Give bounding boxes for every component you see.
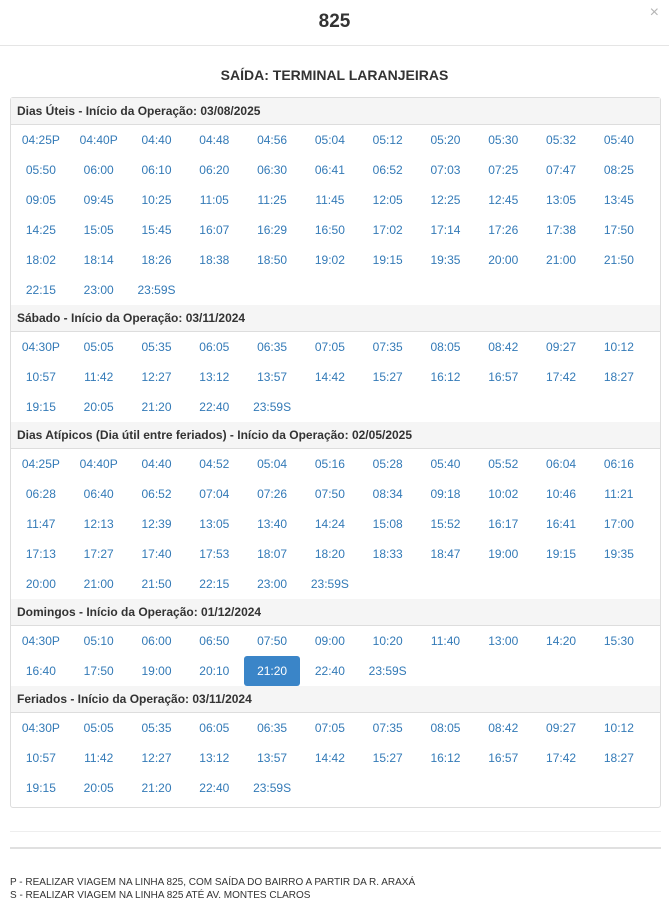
time-link[interactable]: 05:30: [488, 133, 519, 147]
times-grid: [11, 713, 660, 803]
time-link[interactable]: 19:15: [25, 400, 56, 414]
time-link[interactable]: 15:05: [83, 223, 114, 237]
time-link[interactable]: 16:29: [257, 223, 288, 237]
time-link[interactable]: 11:45: [315, 193, 345, 207]
time-link[interactable]: 12:45: [488, 193, 519, 207]
time-link[interactable]: 06:05: [199, 721, 230, 735]
time-link[interactable]: 18:26: [141, 253, 172, 267]
time-link[interactable]: 13:05: [199, 517, 230, 531]
time-link[interactable]: 16:57: [488, 751, 519, 765]
time-link[interactable]: 04:40P: [79, 133, 118, 147]
time-link[interactable]: 07:03: [430, 163, 461, 177]
time-link[interactable]: 15:45: [141, 223, 172, 237]
time-link[interactable]: 20:05: [83, 400, 114, 414]
time-link[interactable]: 06:52: [372, 163, 403, 177]
time-link[interactable]: 05:40: [603, 133, 634, 147]
time-link[interactable]: 13:57: [257, 370, 288, 384]
time-link[interactable]: 04:25P: [21, 133, 60, 147]
time-link[interactable]: 08:05: [430, 721, 461, 735]
legend-note-s: S - REALIZAR VIAGEM NA LINHA 825 ATÉ AV. MONTES CLAROS: [10, 890, 311, 901]
time-link[interactable]: 07:35: [372, 721, 403, 735]
time-link[interactable]: 04:30P: [21, 340, 60, 354]
time-link[interactable]: 05:04: [314, 133, 345, 147]
time-link[interactable]: 15:27: [372, 751, 403, 765]
legend-note-p: P - REALIZAR VIAGEM NA LINHA 825, COM SAÍDA DO BAIRRO A PARTIR DA R. ARAXÁ: [10, 877, 416, 888]
time-link[interactable]: 17:42: [546, 370, 577, 384]
time-link[interactable]: 17:02: [372, 223, 403, 237]
time-link[interactable]: 14:42: [314, 751, 345, 765]
time-link[interactable]: 10:25: [141, 193, 172, 207]
time-link[interactable]: 09:45: [83, 193, 114, 207]
time-link-selected[interactable]: 21:20: [244, 656, 300, 686]
time-link[interactable]: 07:47: [546, 163, 577, 177]
time-link[interactable]: 04:30P: [21, 634, 60, 648]
time-link[interactable]: 17:50: [83, 664, 114, 678]
time-link[interactable]: 09:18: [430, 487, 461, 501]
time-link[interactable]: 06:50: [199, 634, 230, 648]
time-link[interactable]: 12:05: [372, 193, 403, 207]
time-link[interactable]: 04:40: [141, 133, 172, 147]
time-link[interactable]: 09:00: [314, 634, 345, 648]
time-link[interactable]: 16:50: [314, 223, 345, 237]
time-link[interactable]: 23:00: [257, 577, 288, 591]
time-link[interactable]: 18:27: [603, 370, 634, 384]
time-link[interactable]: 05:20: [430, 133, 461, 147]
time-link[interactable]: 06:00: [141, 634, 172, 648]
time-link[interactable]: 15:08: [372, 517, 403, 531]
time-link[interactable]: 23:59S: [310, 577, 349, 591]
time-link[interactable]: 14:42: [314, 370, 345, 384]
time-link[interactable]: 06:41: [314, 163, 345, 177]
time-link[interactable]: 04:30P: [21, 721, 60, 735]
time-link[interactable]: 13:00: [488, 634, 519, 648]
time-link[interactable]: 19:35: [603, 547, 634, 561]
time-link[interactable]: 11:47: [26, 517, 56, 531]
time-link[interactable]: 16:17: [488, 517, 519, 531]
time-link[interactable]: 11:21: [604, 487, 634, 501]
time-link[interactable]: 05:40: [430, 457, 461, 471]
time-link[interactable]: 21:50: [141, 577, 172, 591]
time-link[interactable]: 04:40P: [79, 457, 118, 471]
time-link[interactable]: 07:05: [314, 340, 345, 354]
time-link[interactable]: 05:16: [314, 457, 345, 471]
time-link[interactable]: 17:38: [546, 223, 577, 237]
time-link[interactable]: 14:20: [546, 634, 577, 648]
time-link[interactable]: 07:25: [488, 163, 519, 177]
group-header: Domingos - Início da Operação: 01/12/2024: [11, 599, 660, 626]
time-link[interactable]: 09:27: [546, 340, 577, 354]
time-link[interactable]: 10:46: [546, 487, 577, 501]
time-link[interactable]: 14:24: [314, 517, 345, 531]
time-link[interactable]: 09:05: [25, 193, 56, 207]
time-link[interactable]: 05:35: [141, 340, 172, 354]
time-link[interactable]: 17:26: [488, 223, 519, 237]
time-link[interactable]: 08:05: [430, 340, 461, 354]
time-link[interactable]: 12:39: [141, 517, 172, 531]
time-link[interactable]: 13:40: [257, 517, 288, 531]
time-link[interactable]: 12:27: [141, 751, 172, 765]
time-link[interactable]: 17:42: [546, 751, 577, 765]
modal-title: 825: [318, 11, 351, 32]
time-link[interactable]: 06:20: [199, 163, 230, 177]
time-link[interactable]: 13:57: [257, 751, 288, 765]
time-link[interactable]: 23:59S: [137, 283, 176, 297]
time-link[interactable]: 09:27: [546, 721, 577, 735]
times-grid: [11, 332, 660, 422]
time-link[interactable]: 08:25: [603, 163, 634, 177]
time-link[interactable]: 11:05: [199, 193, 229, 207]
time-link[interactable]: 10:02: [488, 487, 519, 501]
time-link[interactable]: 04:25P: [21, 457, 60, 471]
time-link[interactable]: 06:00: [83, 163, 114, 177]
time-link[interactable]: 19:00: [488, 547, 519, 561]
time-link[interactable]: 21:20: [141, 781, 172, 795]
time-link[interactable]: 20:05: [83, 781, 114, 795]
time-link[interactable]: 22:15: [199, 577, 230, 591]
time-link[interactable]: 05:28: [372, 457, 403, 471]
time-link[interactable]: 07:05: [314, 721, 345, 735]
time-link[interactable]: 18:14: [83, 253, 114, 267]
time-link[interactable]: 16:57: [488, 370, 519, 384]
time-link[interactable]: 05:32: [546, 133, 577, 147]
time-link[interactable]: 04:48: [199, 133, 230, 147]
modal-header: [0, 0, 669, 46]
time-link[interactable]: 18:02: [25, 253, 56, 267]
time-link[interactable]: 10:12: [603, 340, 634, 354]
time-link[interactable]: 06:35: [257, 721, 288, 735]
times-grid: [11, 449, 660, 599]
time-link[interactable]: 18:38: [199, 253, 230, 267]
section-title: SAÍDA: TERMINAL LARANJEIRAS: [220, 67, 449, 83]
time-link[interactable]: 22:15: [25, 283, 56, 297]
time-link[interactable]: 21:50: [603, 253, 634, 267]
time-link[interactable]: 22:40: [314, 664, 345, 678]
time-link[interactable]: 22:40: [199, 400, 230, 414]
time-link[interactable]: 15:27: [372, 370, 403, 384]
time-link[interactable]: 10:57: [25, 751, 56, 765]
time-link[interactable]: 19:35: [430, 253, 461, 267]
time-link[interactable]: 15:52: [430, 517, 461, 531]
time-link[interactable]: 05:50: [25, 163, 56, 177]
time-link[interactable]: 13:45: [603, 193, 634, 207]
time-link[interactable]: 17:13: [25, 547, 56, 561]
time-link[interactable]: 23:59S: [368, 664, 407, 678]
time-link[interactable]: 10:20: [372, 634, 403, 648]
time-link[interactable]: 10:57: [25, 370, 56, 384]
schedule-panel: [10, 97, 661, 808]
close-icon[interactable]: ×: [649, 4, 659, 21]
time-link[interactable]: 08:42: [488, 721, 519, 735]
time-link[interactable]: 05:05: [83, 721, 114, 735]
time-link[interactable]: 06:04: [546, 457, 577, 471]
time-link[interactable]: 05:52: [488, 457, 519, 471]
time-link[interactable]: 13:12: [199, 751, 230, 765]
time-link[interactable]: 11:42: [84, 751, 114, 765]
time-link[interactable]: 16:12: [430, 370, 461, 384]
time-link[interactable]: 04:52: [199, 457, 230, 471]
time-link[interactable]: 05:04: [257, 457, 288, 471]
time-link[interactable]: 16:41: [546, 517, 577, 531]
time-link[interactable]: 07:35: [372, 340, 403, 354]
group-header: Sábado - Início da Operação: 03/11/2024: [11, 305, 660, 332]
time-link[interactable]: 04:56: [257, 133, 288, 147]
time-link[interactable]: 21:00: [83, 577, 114, 591]
time-link[interactable]: 05:05: [83, 340, 114, 354]
time-link[interactable]: 07:50: [314, 487, 345, 501]
time-link[interactable]: 18:47: [430, 547, 461, 561]
time-link[interactable]: 11:42: [84, 370, 114, 384]
time-link[interactable]: 06:05: [199, 340, 230, 354]
time-link[interactable]: 17:00: [603, 517, 634, 531]
time-link[interactable]: 11:40: [430, 634, 461, 648]
time-link[interactable]: 17:53: [199, 547, 230, 561]
time-link[interactable]: 16:07: [199, 223, 230, 237]
times-grid: [11, 626, 660, 686]
time-link[interactable]: 06:10: [141, 163, 172, 177]
divider: [10, 831, 661, 832]
time-link[interactable]: 15:30: [603, 634, 634, 648]
time-link[interactable]: 23:00: [83, 283, 114, 297]
time-link[interactable]: 23:59S: [253, 400, 292, 414]
time-link[interactable]: 18:20: [314, 547, 345, 561]
time-link[interactable]: 12:25: [430, 193, 461, 207]
time-link[interactable]: 20:00: [488, 253, 519, 267]
time-link[interactable]: 05:12: [372, 133, 403, 147]
time-link[interactable]: 18:27: [603, 751, 634, 765]
time-link[interactable]: 13:05: [546, 193, 577, 207]
time-link[interactable]: 22:40: [199, 781, 230, 795]
time-link[interactable]: 18:07: [257, 547, 288, 561]
time-link[interactable]: 06:16: [603, 457, 634, 471]
time-link[interactable]: 08:34: [372, 487, 403, 501]
time-link[interactable]: 08:42: [488, 340, 519, 354]
time-link[interactable]: 07:26: [257, 487, 288, 501]
time-link[interactable]: 06:40: [83, 487, 114, 501]
time-link[interactable]: 18:33: [372, 547, 403, 561]
time-link[interactable]: 23:59S: [253, 781, 292, 795]
time-link[interactable]: 21:20: [141, 400, 172, 414]
group-header: Dias Úteis - Início da Operação: 03/08/2025: [11, 98, 660, 125]
divider: [10, 847, 661, 849]
legend-notes: [10, 876, 415, 902]
time-link[interactable]: 19:02: [314, 253, 345, 267]
time-link[interactable]: 19:15: [25, 781, 56, 795]
group-header: Dias Atípicos (Dia útil entre feriados) - Início da Operação: 02/05/2025: [11, 422, 660, 449]
time-link[interactable]: 04:40: [141, 457, 172, 471]
time-link[interactable]: 20:00: [25, 577, 56, 591]
time-link[interactable]: 06:52: [141, 487, 172, 501]
time-link[interactable]: 18:50: [257, 253, 288, 267]
time-link[interactable]: 17:50: [603, 223, 634, 237]
time-link[interactable]: 14:25: [25, 223, 56, 237]
time-link[interactable]: 16:12: [430, 751, 461, 765]
time-link[interactable]: 06:35: [257, 340, 288, 354]
time-link[interactable]: 05:10: [83, 634, 114, 648]
time-link[interactable]: 17:40: [141, 547, 172, 561]
time-link[interactable]: 17:27: [83, 547, 114, 561]
time-link[interactable]: 19:15: [372, 253, 403, 267]
time-link[interactable]: 07:04: [199, 487, 230, 501]
time-link[interactable]: 19:15: [546, 547, 577, 561]
time-link[interactable]: 12:27: [141, 370, 172, 384]
time-link[interactable]: 19:00: [141, 664, 172, 678]
time-link[interactable]: 10:12: [603, 721, 634, 735]
time-link[interactable]: 06:28: [25, 487, 56, 501]
time-link[interactable]: 13:12: [199, 370, 230, 384]
time-link[interactable]: 12:13: [83, 517, 114, 531]
time-link[interactable]: 17:14: [430, 223, 461, 237]
time-link[interactable]: 05:35: [141, 721, 172, 735]
time-link[interactable]: 07:50: [257, 634, 288, 648]
times-grid: [11, 125, 660, 305]
time-link[interactable]: 16:40: [25, 664, 56, 678]
time-link[interactable]: 11:25: [257, 193, 287, 207]
time-link[interactable]: 06:30: [257, 163, 288, 177]
time-link[interactable]: 20:10: [199, 664, 230, 678]
group-header: Feriados - Início da Operação: 03/11/2024: [11, 686, 660, 713]
time-link[interactable]: 21:00: [546, 253, 577, 267]
